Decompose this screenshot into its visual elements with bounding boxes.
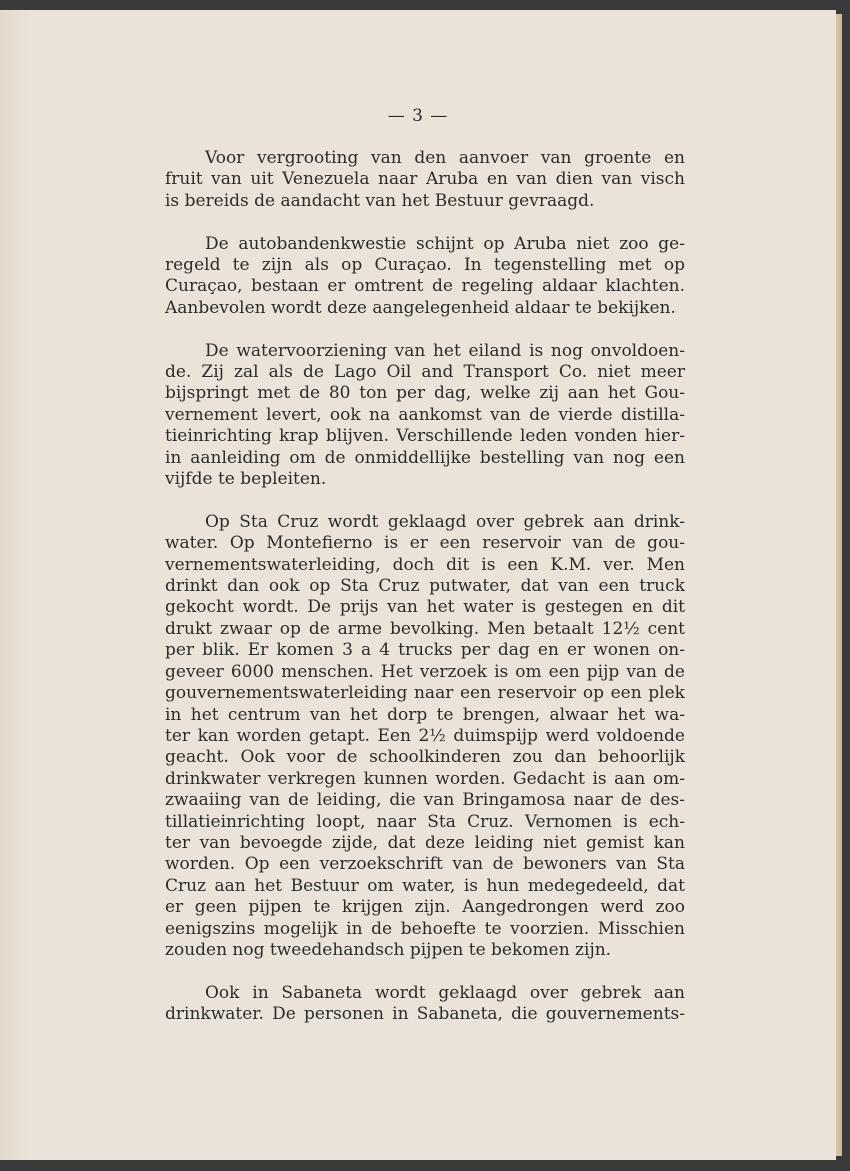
text-line: worden. Op een verzoekschrift van de bewoners van Sta [165, 854, 685, 875]
page-number: — 3 — [387, 106, 449, 126]
text-line: vernement levert, ook na aankomst van de vierde distilla- [165, 404, 685, 425]
text-line: De autobandenkwestie schijnt op Aruba niet zoo ge- [205, 233, 685, 254]
text-line: in aanleiding om de onmiddellijke bestelling van nog een [165, 447, 685, 468]
text-line: regeld te zijn als op Curaçao. In tegenstelling met op [165, 255, 685, 276]
text-line: Aanbevolen wordt deze aangelegenheid aldaar te bekijken. [165, 297, 676, 318]
text-line: Op Sta Cruz wordt geklaagd over gebrek aan drink- [205, 511, 685, 532]
text-line: drinkt dan ook op Sta Cruz putwater, dat van een truck [165, 576, 685, 597]
text-line: de. Zij zal als de Lago Oil and Transport Co. niet meer [165, 362, 685, 383]
text-line: drinkwater. De personen in Sabaneta, die gouvernements- [165, 1004, 685, 1025]
text-line: gouvernementswaterleiding naar een reservoir op een plek [165, 683, 685, 704]
paragraph-3 [165, 341, 685, 491]
text-line: geveer 6000 menschen. Het verzoek is om een pijp van de [165, 661, 685, 682]
page-edge [836, 14, 842, 1156]
text-line: bijspringt met de 80 ton per dag, welke zij aan het Gou- [165, 383, 685, 404]
text-line: gekocht wordt. De prijs van het water is gestegen en dit [165, 597, 685, 618]
paragraph-4 [165, 512, 685, 962]
text-line: per blik. Er komen 3 a 4 trucks per dag en er wonen on- [165, 640, 685, 661]
text-line: eenigszins mogelijk in de behoefte te voorzien. Misschien [165, 918, 685, 939]
text-line: zouden nog tweedehandsch pijpen te bekomen zijn. [165, 939, 612, 960]
text-line: er geen pijpen te krijgen zijn. Aangedrongen werd zoo [165, 897, 685, 918]
text-line: zwaaiing van de leiding, die van Bringamosa naar de des- [165, 790, 685, 811]
text-line: fruit van uit Venezuela naar Aruba en van dien van visch [165, 169, 685, 190]
paragraph-5 [165, 983, 685, 1026]
text-line: tieinrichting krap blijven. Verschillende leden vonden hier- [165, 426, 685, 447]
body-text [165, 148, 685, 1047]
text-line: in het centrum van het dorp te brengen, alwaar het wa- [165, 704, 685, 725]
page-spine-shadow [0, 10, 30, 1160]
text-line: Ook in Sabaneta wordt geklaagd over gebrek aan [205, 982, 685, 1003]
text-line: Curaçao, bestaan er omtrent de regeling aldaar klachten. [165, 276, 685, 297]
text-line: geacht. Ook voor de schoolkinderen zou dan behoorlijk [165, 747, 685, 768]
text-line: tillatieinrichting loopt, naar Sta Cruz. Vernomen is ech- [165, 811, 685, 832]
text-line: vijfde te bepleiten. [165, 469, 327, 490]
text-line: is bereids de aandacht van het Bestuur gevraagd. [165, 190, 595, 211]
text-line: Voor vergrooting van den aanvoer van groente en [205, 148, 685, 168]
paragraph-1 [165, 148, 685, 212]
text-line: vernementswaterleiding, doch dit is een K.M. ver. Men [165, 554, 685, 575]
text-line: Cruz aan het Bestuur om water, is hun medegedeeld, dat [165, 875, 685, 896]
paragraph-2 [165, 234, 685, 320]
text-line: De watervoorziening van het eiland is nog onvoldoen- [205, 340, 685, 361]
text-line: ter kan worden getapt. Een 2½ duimspijp werd voldoende [165, 725, 685, 746]
text-line: ter van bevoegde zijde, dat deze leiding niet gemist kan [165, 832, 685, 853]
text-line: water. Op Montefierno is er een reservoir van de gou- [165, 533, 685, 554]
text-line: drinkwater verkregen kunnen worden. Gedacht is aan om- [165, 768, 685, 789]
document-page [0, 10, 836, 1160]
text-line: drukt zwaar op de arme bevolking. Men betaalt 12½ cent [165, 618, 685, 639]
